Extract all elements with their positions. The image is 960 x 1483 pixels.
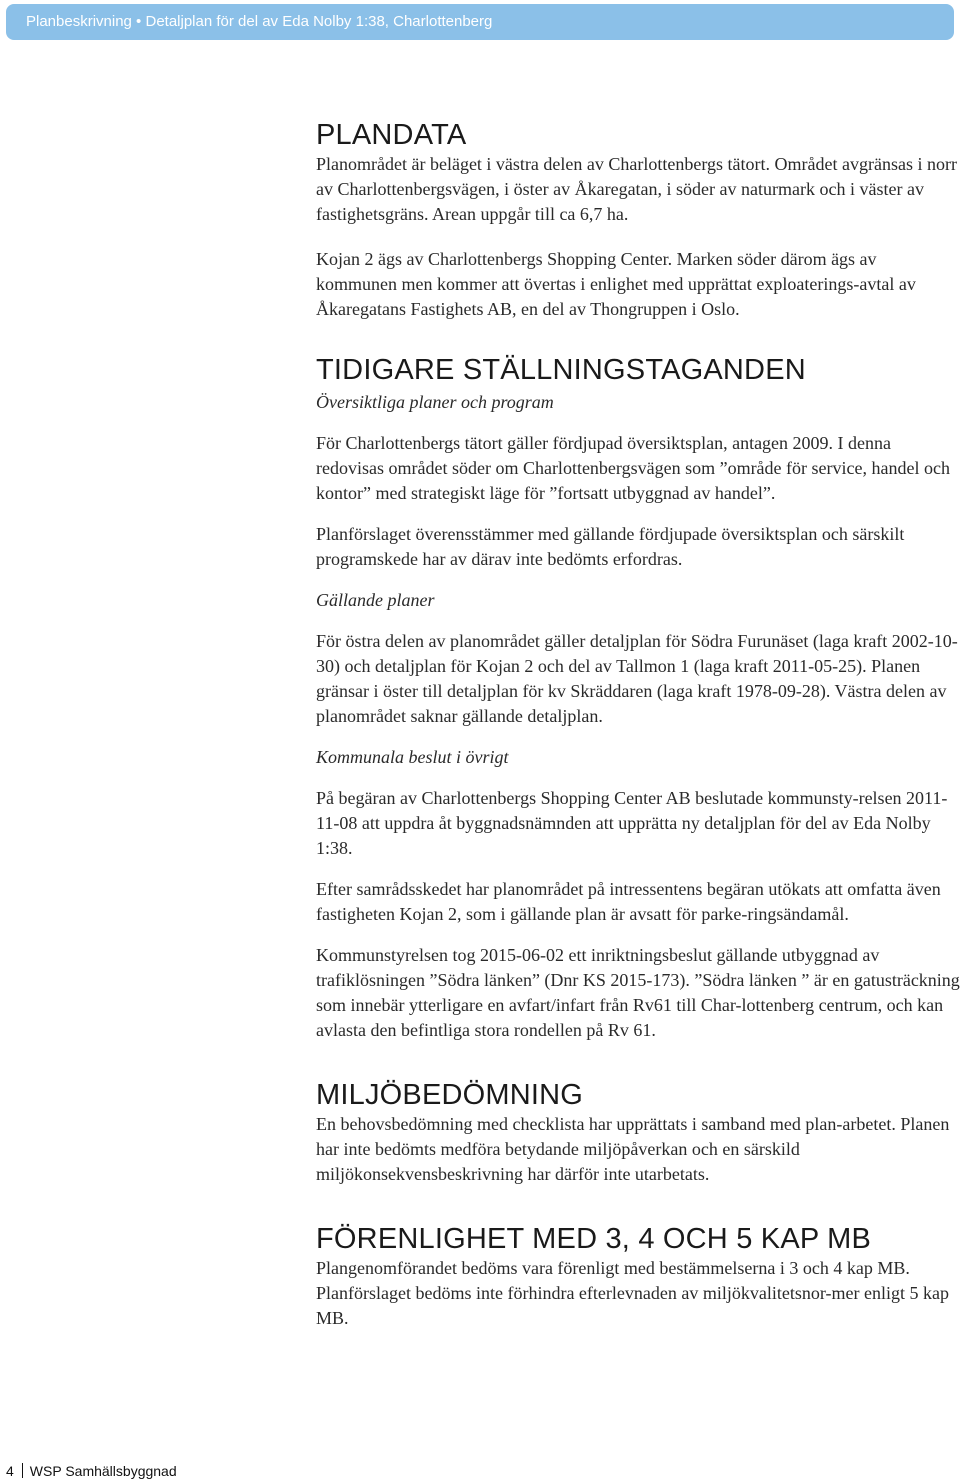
heading-tidigare-stallningstaganden: TIDIGARE STÄLLNINGSTAGANDEN — [316, 354, 806, 386]
tidigare-paragraph-2: Planförslaget överensstämmer med gällande fördjupade översiktsplan och särskilt programskede har av därav inte bedömts erfordras. — [316, 524, 905, 569]
tidigare-paragraph-1: För Charlottenbergs tätort gäller fördjupad översiktsplan, antagen 2009. I denna redovisas området söder om Charlottenbergsvägen som ”område för service, handel och kontor” med strategiskt läge för ”fortsatt utbyggnad av handel”. — [316, 433, 950, 503]
tidigare-paragraph-6: Kommunstyrelsen tog 2015-06-02 ett inriktningsbeslut gällande utbyggnad av trafiklösningen ”Södra länken” (Dnr KS 2015-173). ”Södra länken ” är en gatusträckning som innebär ytterligare en avfart/infart från Rv61 till Char-lottenberg centrum, och kan avlasta den befintliga stora rondellen på Rv 61. — [316, 945, 960, 1040]
heading-forenlighet: FÖRENLIGHET MED 3, 4 OCH 5 KAP MB — [316, 1223, 872, 1255]
subheading-gallande-planer: Gällande planer — [316, 590, 435, 610]
plandata-paragraph-1: Planområdet är beläget i västra delen av Charlottenbergs tätort. Området avgränsas i norr av Charlottenbergsvägen, i öster av Åkaregatan, i söder av naturmark och i väster av fastighetsgräns. Arean uppgår till ca 6,7 ha. — [316, 154, 957, 224]
subheading-oversiktliga-planer: Översiktliga planer och program — [316, 392, 554, 412]
subheading-kommunala-beslut: Kommunala beslut i övrigt — [316, 747, 509, 767]
page-footer — [6, 1463, 177, 1479]
heading-plandata: PLANDATA — [316, 119, 467, 151]
miljo-paragraph-1: En behovsbedömning med checklista har upprättats i samband med plan-arbetet. Planen har inte bedömts medföra betydande miljöpåverkan och en särskild miljökonsekvensbeskrivning har därför inte utarbetats. — [316, 1114, 950, 1184]
forenlighet-paragraph-1: Plangenomförandet bedöms vara förenligt med bestämmelserna i 3 och 4 kap MB. Planförslaget bedöms inte förhindra efterlevnaden av miljökvalitetsnor-mer enligt 5 kap MB. — [316, 1258, 949, 1328]
header-band — [6, 4, 954, 40]
footer-divider — [22, 1463, 23, 1478]
footer-company: WSP Samhällsbyggnad — [29, 1463, 177, 1479]
tidigare-paragraph-4: På begäran av Charlottenbergs Shopping Center AB beslutade kommunsty-relsen 2011-11-08 att uppdra åt byggnadsnämnden att upprätta ny detaljplan för del av Eda Nolby 1:38. — [316, 788, 948, 858]
document-header-title: Planbeskrivning • Detaljplan för del av Eda Nolby 1:38, Charlottenberg — [26, 13, 493, 30]
tidigare-paragraph-5: Efter samrådsskedet har planområdet på intressentens begäran utökats att omfatta även fastigheten Kojan 2, som i gällande plan är avsatt för parke-ringsändamål. — [316, 879, 941, 924]
tidigare-paragraph-3: För östra delen av planområdet gäller detaljplan för Södra Furunäset (laga kraft 2002-10-30) och detaljplan för Kojan 2 och del av Tallmon 1 (laga kraft 2011-05-25). Planen gränsar i öster till detaljplan för kv Skräddaren (laga kraft 1978-09-28). Västra delen av planområdet saknar gällande detaljplan. — [316, 631, 958, 726]
heading-miljobedomning: MILJÖBEDÖMNING — [316, 1079, 584, 1111]
page-number: 4 — [6, 1463, 14, 1479]
document-body — [316, 118, 960, 1331]
plandata-paragraph-2: Kojan 2 ägs av Charlottenbergs Shopping Center. Marken söder därom ägs av kommunen men kommer att övertas i enlighet med upprättat exploaterings-avtal av Åkaregatans Fastighets AB, en del av Thongruppen i Oslo. — [316, 249, 916, 319]
